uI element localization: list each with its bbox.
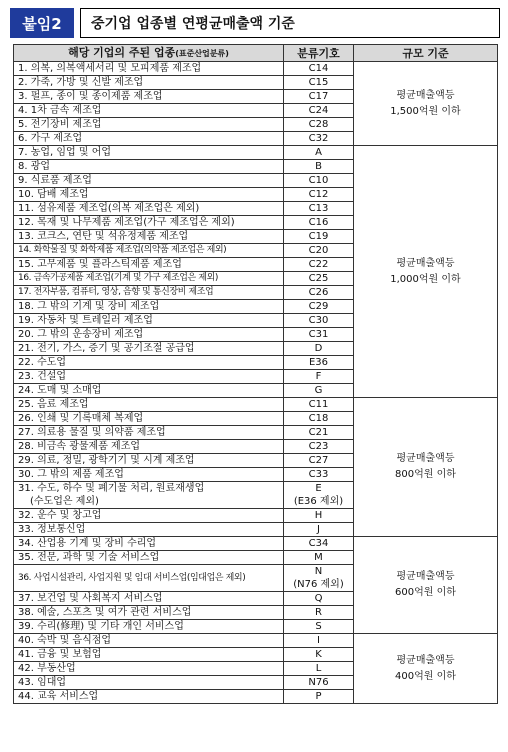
industry-name: 9. 식료품 제조업 xyxy=(18,175,92,186)
industry-name-cell xyxy=(14,690,284,704)
industry-name-cell xyxy=(14,300,284,314)
scale-criteria-cell xyxy=(354,146,498,398)
industry-name-cell xyxy=(14,62,284,76)
classification-code: C13 xyxy=(308,203,329,214)
classification-code-cell xyxy=(284,482,354,509)
industry-name-cell xyxy=(14,104,284,118)
classification-code: C22 xyxy=(308,259,329,270)
classification-code-cell xyxy=(284,244,354,258)
industry-name-cell xyxy=(14,634,284,648)
classification-code-cell xyxy=(284,90,354,104)
classification-code-cell xyxy=(284,468,354,482)
industry-name: 5. 전기장비 제조업 xyxy=(18,119,102,130)
industry-name-cell xyxy=(14,551,284,565)
industry-name-cell xyxy=(14,398,284,412)
classification-code-cell xyxy=(284,300,354,314)
classification-code: N xyxy=(314,566,323,577)
classification-code: C11 xyxy=(308,399,329,410)
industry-name-cell xyxy=(14,132,284,146)
industry-name: 31. 수도, 하수 및 폐기물 처리, 원료재생업 xyxy=(18,483,205,494)
column-header-code: 분류기호 xyxy=(284,45,354,62)
industry-name-cell xyxy=(14,426,284,440)
classification-code: F xyxy=(315,371,322,382)
industry-name: 15. 고무제품 및 플라스틱제품 제조업 xyxy=(18,259,182,270)
industry-name-cell xyxy=(14,606,284,620)
classification-code-note: (N76 제외) xyxy=(293,579,344,590)
industry-name-cell xyxy=(14,286,284,300)
industry-name: 32. 운수 및 창고업 xyxy=(18,510,102,521)
industry-name: 18. 그 밖의 기계 및 장비 제조업 xyxy=(18,301,160,312)
classification-code-cell xyxy=(284,160,354,174)
scale-criteria-label: 평균매출액등 xyxy=(396,257,455,269)
classification-code-cell xyxy=(284,342,354,356)
industry-name: 23. 건설업 xyxy=(18,371,67,382)
scale-criteria-threshold: 1,000억원 이하 xyxy=(390,273,461,285)
industry-name-cell xyxy=(14,384,284,398)
classification-code-cell xyxy=(284,676,354,690)
industry-name: 38. 예술, 스포츠 및 여가 관련 서비스업 xyxy=(18,607,192,618)
industry-name-cell xyxy=(14,454,284,468)
scale-criteria-label: 평균매출액등 xyxy=(396,453,455,464)
industry-name: 25. 음료 제조업 xyxy=(18,399,89,410)
scale-criteria-cell xyxy=(354,537,498,634)
classification-code-cell xyxy=(284,104,354,118)
scale-criteria-cell xyxy=(354,62,498,146)
industry-name: 28. 비금속 광물제품 제조업 xyxy=(18,441,141,452)
classification-code-cell xyxy=(284,537,354,551)
classification-code-cell xyxy=(284,551,354,565)
industry-name-cell xyxy=(14,314,284,328)
classification-code: N76 xyxy=(308,677,329,688)
industry-name: 4. 1차 금속 제조업 xyxy=(18,105,102,116)
classification-code: C12 xyxy=(308,189,329,200)
industry-name: 6. 가구 제조업 xyxy=(18,133,83,144)
classification-code: C19 xyxy=(308,231,329,242)
classification-code: B xyxy=(315,161,322,172)
industry-name: 10. 담배 제조업 xyxy=(18,189,89,200)
classification-code: A xyxy=(315,147,322,158)
classification-code-cell xyxy=(284,454,354,468)
industry-name-cell xyxy=(14,258,284,272)
classification-code-cell xyxy=(284,412,354,426)
classification-code: C10 xyxy=(308,175,329,186)
industry-name-cell xyxy=(14,90,284,104)
industry-name-cell xyxy=(14,468,284,482)
industry-name-cell xyxy=(14,202,284,216)
industry-name: 20. 그 밖의 운송장비 제조업 xyxy=(18,329,144,340)
attachment-badge: 붙임2 xyxy=(10,8,74,38)
industry-name-cell xyxy=(14,230,284,244)
classification-code-note: (E36 제외) xyxy=(293,496,344,507)
industry-name-cell xyxy=(14,216,284,230)
industry-name: 3. 펄프, 종이 및 종이제품 제조업 xyxy=(18,91,163,102)
classification-code: C27 xyxy=(308,455,329,466)
classification-code: E xyxy=(315,483,322,494)
industry-name: 8. 광업 xyxy=(18,161,51,172)
classification-code-cell xyxy=(284,620,354,634)
industry-name: 26. 인쇄 및 기록매체 복제업 xyxy=(18,413,144,424)
classification-code: C31 xyxy=(308,329,329,340)
industry-criteria-table xyxy=(13,44,498,704)
classification-code: C17 xyxy=(308,91,329,102)
scale-criteria-cell xyxy=(354,398,498,537)
column-header-industry: 해당 기업의 주된 업종(표준산업분류) xyxy=(14,45,284,62)
industry-name-cell xyxy=(14,648,284,662)
industry-name: 44. 교육 서비스업 xyxy=(18,691,99,702)
industry-name: 34. 산업용 기계 및 장비 수리업 xyxy=(18,538,157,549)
classification-code: P xyxy=(315,691,322,702)
table-body xyxy=(14,62,498,704)
industry-name-cell xyxy=(14,370,284,384)
industry-name-cell xyxy=(14,356,284,370)
classification-code: C25 xyxy=(308,273,329,284)
industry-name-cell xyxy=(14,328,284,342)
classification-code: M xyxy=(314,552,323,563)
classification-code-cell xyxy=(284,328,354,342)
classification-code-cell xyxy=(284,509,354,523)
scale-criteria-threshold: 600억원 이하 xyxy=(395,587,456,598)
industry-name-cell xyxy=(14,537,284,551)
classification-code-cell xyxy=(284,370,354,384)
industry-name: 30. 그 밖의 제품 제조업 xyxy=(18,469,124,480)
industry-name: 21. 전기, 가스, 증기 및 공기조절 공급업 xyxy=(18,343,195,354)
table-row xyxy=(14,398,498,412)
industry-name-cell xyxy=(14,146,284,160)
classification-code-cell xyxy=(284,398,354,412)
classification-code: C20 xyxy=(308,245,329,256)
industry-name-cell xyxy=(14,565,284,592)
industry-name-cell xyxy=(14,662,284,676)
classification-code: E36 xyxy=(308,357,329,368)
industry-name: 14. 화학물질 및 화학제품 제조업(의약품 제조업은 제외) xyxy=(18,245,227,255)
industry-name-cell xyxy=(14,160,284,174)
classification-code-cell xyxy=(284,76,354,90)
classification-code-cell xyxy=(284,188,354,202)
table-row xyxy=(14,634,498,648)
column-header-scale: 규모 기준 xyxy=(354,45,498,62)
classification-code: C15 xyxy=(308,77,329,88)
classification-code-cell xyxy=(284,648,354,662)
classification-code: G xyxy=(314,385,323,396)
industry-name-cell xyxy=(14,342,284,356)
page-header xyxy=(10,8,500,38)
industry-name-cell xyxy=(14,76,284,90)
table-row xyxy=(14,146,498,160)
classification-code: C23 xyxy=(308,441,329,452)
industry-name: 16. 금속가공제품 제조업(기계 및 가구 제조업은 제외) xyxy=(18,273,218,283)
classification-code-cell xyxy=(284,634,354,648)
industry-name: 24. 도매 및 소매업 xyxy=(18,385,102,396)
industry-name: 12. 목재 및 나무제품 제조업(가구 제조업은 제외) xyxy=(18,217,235,228)
industry-name-cell xyxy=(14,440,284,454)
classification-code: R xyxy=(315,607,322,618)
classification-code: C26 xyxy=(308,287,329,298)
classification-code-cell xyxy=(284,202,354,216)
industry-name: 41. 금융 및 보험업 xyxy=(18,649,102,660)
classification-code-cell xyxy=(284,690,354,704)
industry-name: 43. 임대업 xyxy=(18,677,67,688)
classification-code-cell xyxy=(284,606,354,620)
classification-code: L xyxy=(315,663,322,674)
classification-code-cell xyxy=(284,174,354,188)
industry-name-cell xyxy=(14,118,284,132)
classification-code: D xyxy=(314,343,323,354)
classification-code-cell xyxy=(284,216,354,230)
classification-code-cell xyxy=(284,258,354,272)
industry-name-cell xyxy=(14,676,284,690)
industry-name: 33. 정보통신업 xyxy=(18,524,86,535)
classification-code-cell xyxy=(284,62,354,76)
industry-name: 7. 농업, 임업 및 어업 xyxy=(18,147,112,158)
industry-name-cell xyxy=(14,174,284,188)
industry-name: 13. 코크스, 연탄 및 석유정제품 제조업 xyxy=(18,231,189,242)
industry-name-cell xyxy=(14,509,284,523)
classification-code: C18 xyxy=(308,413,329,424)
industry-name: 37. 보건업 및 사회복지 서비스업 xyxy=(18,593,163,604)
industry-name: 42. 부동산업 xyxy=(18,663,76,674)
industry-name-cell xyxy=(14,244,284,258)
classification-code-cell xyxy=(284,286,354,300)
classification-code: C33 xyxy=(308,469,329,480)
classification-code: C16 xyxy=(308,217,329,228)
scale-criteria-cell xyxy=(354,634,498,704)
industry-name: 29. 의료, 정밀, 광학기기 및 시계 제조업 xyxy=(18,455,195,466)
classification-code-cell xyxy=(284,523,354,537)
scale-criteria-threshold: 800억원 이하 xyxy=(395,469,456,480)
table-row xyxy=(14,62,498,76)
classification-code: C24 xyxy=(308,105,329,116)
industry-name-note: (수도업은 제외) xyxy=(30,496,99,507)
classification-code: K xyxy=(315,649,322,660)
classification-code: C30 xyxy=(308,315,329,326)
industry-name-cell xyxy=(14,412,284,426)
scale-criteria-label: 평균매출액등 xyxy=(396,571,455,582)
classification-code-cell xyxy=(284,230,354,244)
industry-name: 11. 섬유제품 제조업(의복 제조업은 제외) xyxy=(18,203,200,214)
classification-code-cell xyxy=(284,314,354,328)
classification-code-cell xyxy=(284,272,354,286)
industry-name: 35. 전문, 과학 및 기술 서비스업 xyxy=(18,552,160,563)
classification-code: C28 xyxy=(308,119,329,130)
classification-code-cell xyxy=(284,356,354,370)
industry-name-cell xyxy=(14,272,284,286)
industry-name: 17. 전자부품, 컴퓨터, 영상, 음향 및 통신장비 제조업 xyxy=(18,287,214,297)
classification-code: C21 xyxy=(308,427,329,438)
classification-code: C32 xyxy=(308,133,329,144)
scale-criteria-threshold: 1,500억원 이하 xyxy=(390,105,461,117)
classification-code-cell xyxy=(284,146,354,160)
industry-name-cell xyxy=(14,620,284,634)
classification-code: H xyxy=(314,510,323,521)
classification-code-cell xyxy=(284,592,354,606)
classification-code: S xyxy=(315,621,322,632)
classification-code-cell xyxy=(284,426,354,440)
industry-name: 36. 사업시설관리, 사업지원 및 임대 서비스업(임대업은 제외) xyxy=(18,572,246,583)
classification-code: J xyxy=(317,524,320,535)
page-title: 중기업 업종별 연평균매출액 기준 xyxy=(80,8,500,38)
classification-code: C34 xyxy=(308,538,329,549)
industry-name: 27. 의료용 물질 및 의약품 제조업 xyxy=(18,427,166,438)
industry-name: 40. 숙박 및 음식점업 xyxy=(18,635,112,646)
classification-code: Q xyxy=(314,593,323,604)
industry-name: 22. 수도업 xyxy=(18,357,67,368)
scale-criteria-threshold: 400억원 이하 xyxy=(395,670,456,682)
industry-name: 19. 자동차 및 트레일러 제조업 xyxy=(18,315,153,326)
table-header-row xyxy=(14,45,498,62)
scale-criteria-label: 평균매출액등 xyxy=(396,654,455,666)
classification-code-cell xyxy=(284,662,354,676)
industry-name-cell xyxy=(14,188,284,202)
classification-code-cell xyxy=(284,132,354,146)
scale-criteria-label: 평균매출액등 xyxy=(396,89,455,101)
table-row xyxy=(14,537,498,551)
classification-code-cell xyxy=(284,440,354,454)
industry-name-cell xyxy=(14,592,284,606)
classification-code: C14 xyxy=(308,63,329,74)
industry-name-cell xyxy=(14,523,284,537)
classification-code-cell xyxy=(284,384,354,398)
classification-code: C29 xyxy=(308,301,329,312)
classification-code-cell xyxy=(284,565,354,592)
industry-name-cell xyxy=(14,482,284,509)
classification-code-cell xyxy=(284,118,354,132)
industry-name: 39. 수리(修理) 및 기타 개인 서비스업 xyxy=(18,621,184,632)
classification-code: I xyxy=(317,635,320,646)
industry-name: 2. 가죽, 가방 및 신발 제조업 xyxy=(18,77,144,88)
industry-name: 1. 의복, 의복액세서리 및 모피제품 제조업 xyxy=(18,63,202,74)
